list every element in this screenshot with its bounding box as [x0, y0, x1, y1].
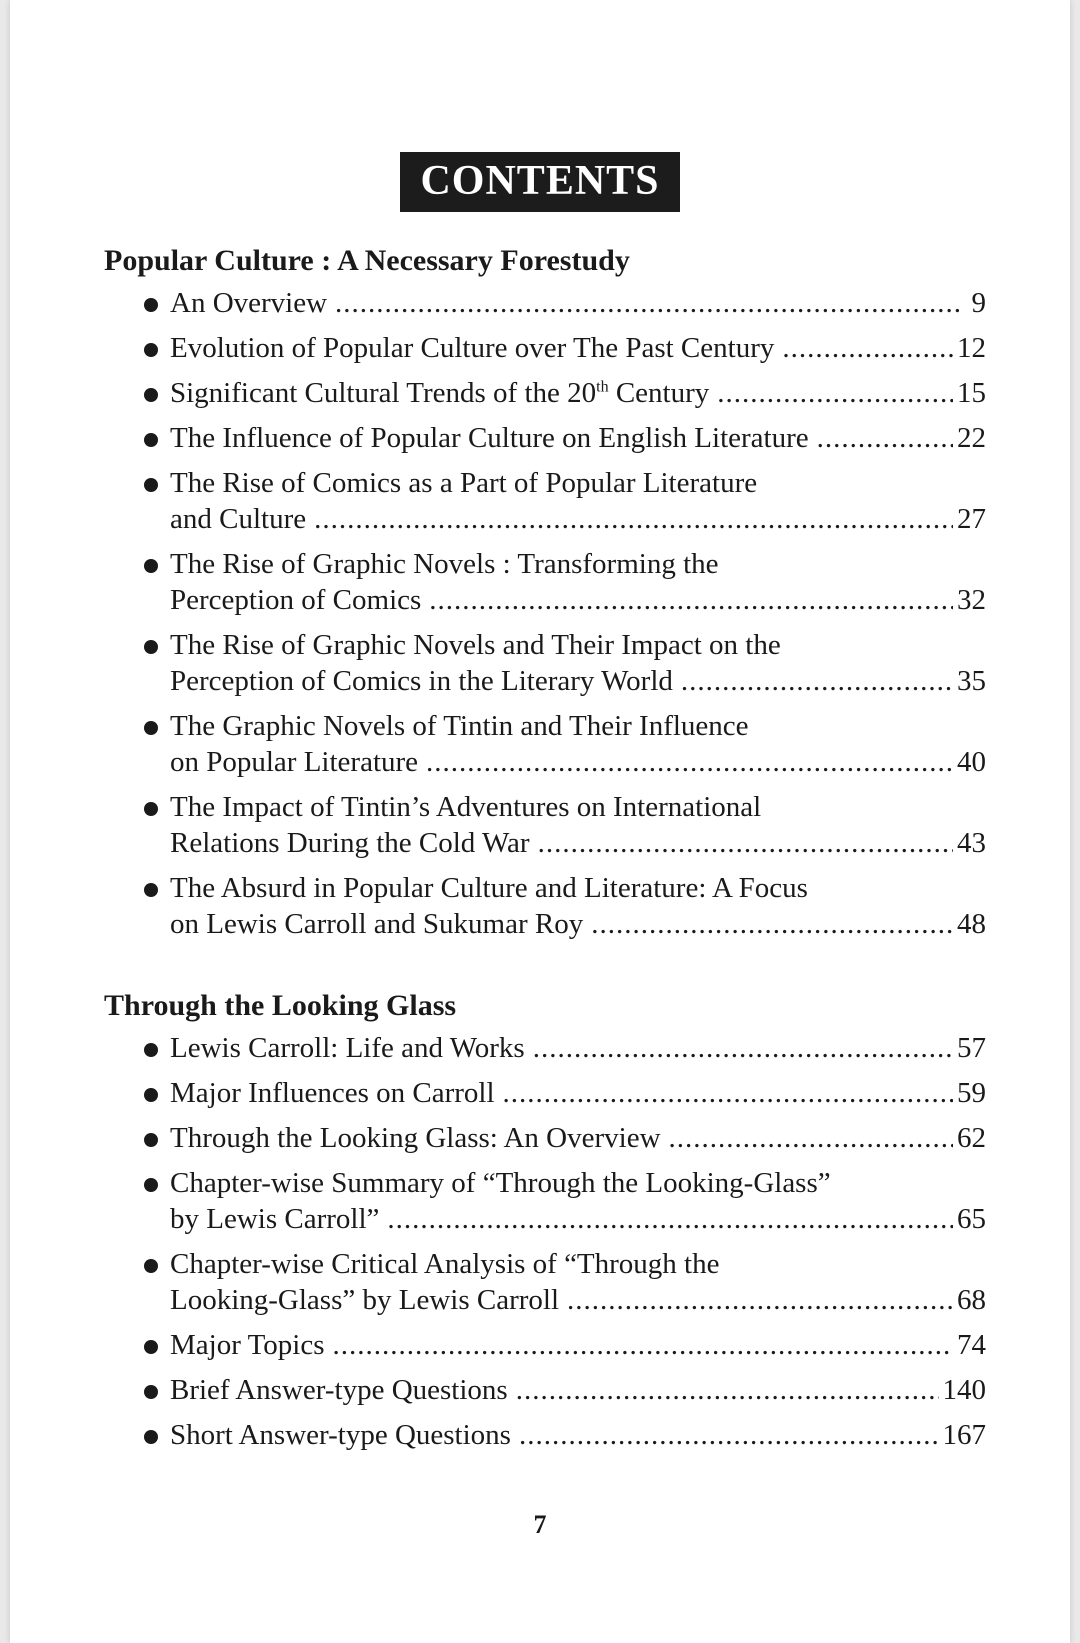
bullet-icon — [144, 883, 158, 897]
toc-entry-line — [170, 546, 986, 582]
bullet-icon — [144, 1340, 158, 1354]
toc-page-number: 15 — [957, 377, 986, 409]
toc-entry — [104, 1120, 986, 1156]
toc-entry — [104, 870, 986, 942]
toc-page-number: 48 — [957, 908, 986, 940]
toc-entry — [104, 420, 986, 456]
toc-entry-title: The Influence of Popular Culture on English Literature — [170, 422, 809, 454]
toc-page-number: 27 — [957, 503, 986, 535]
bullet-icon — [144, 388, 158, 402]
toc-entry-line — [170, 330, 986, 366]
toc-entry-title: Significant Cultural Trends of the 20th Century — [170, 377, 710, 409]
bullet-icon — [144, 478, 158, 492]
toc-page-number: 167 — [942, 1419, 986, 1451]
toc-entry-line — [170, 501, 986, 537]
page-number: 7 — [533, 1510, 547, 1539]
toc-page-number: 68 — [957, 1284, 986, 1316]
toc-entry-line — [170, 582, 986, 618]
toc-entry-line — [170, 627, 986, 663]
bullet-icon — [144, 559, 158, 573]
toc-entry-line — [170, 825, 986, 861]
toc-entry-title: and Culture — [170, 503, 307, 535]
toc-page-number: 12 — [957, 332, 986, 364]
toc-entry-title: The Absurd in Popular Culture and Literature: A Focus — [170, 872, 808, 904]
toc-page-number: 22 — [957, 422, 986, 454]
toc-entry-title: Evolution of Popular Culture over The Past Century — [170, 332, 775, 364]
dot-leader — [782, 330, 953, 366]
section-heading: Popular Culture : A Necessary Forestudy — [104, 244, 630, 277]
toc-entry — [104, 1165, 986, 1237]
bullet-icon — [144, 802, 158, 816]
toc-entry-title: The Rise of Graphic Novels and Their Impact on the — [170, 629, 781, 661]
toc-page-number: 59 — [957, 1077, 986, 1109]
toc-entry-line — [170, 420, 986, 456]
toc-entry-title: The Rise of Graphic Novels : Transforming the — [170, 548, 719, 580]
toc-entry — [104, 285, 986, 321]
dot-leader — [538, 825, 953, 861]
toc-entry-line — [170, 708, 986, 744]
toc-entry-line — [170, 1030, 986, 1066]
toc-entry-line — [170, 1201, 986, 1237]
toc-entry-title: Brief Answer-type Questions — [170, 1374, 508, 1406]
toc-entry-line — [170, 1165, 986, 1201]
toc-entry-title: Perception of Comics in the Literary World — [170, 665, 673, 697]
toc-entry — [104, 1417, 986, 1453]
toc-item-list — [104, 285, 986, 942]
toc-entry-title: by Lewis Carroll” — [170, 1203, 380, 1235]
toc-entry-line — [170, 465, 986, 501]
toc-entry — [104, 1075, 986, 1111]
toc-entry-title: on Lewis Carroll and Sukumar Roy — [170, 908, 584, 940]
toc-entry-title: Short Answer-type Questions — [170, 1419, 511, 1451]
dot-leader — [503, 1075, 953, 1111]
toc-entry — [104, 465, 986, 537]
toc-entry-title: An Overview — [170, 287, 328, 319]
toc-page-number: 35 — [957, 665, 986, 697]
toc-entry-title: Relations During the Cold War — [170, 827, 530, 859]
bullet-icon — [144, 1178, 158, 1192]
toc-entry-title: Lewis Carroll: Life and Works — [170, 1032, 525, 1064]
dot-leader — [426, 744, 953, 780]
toc-section-looking-glass — [104, 988, 986, 1462]
toc-entry — [104, 1246, 986, 1318]
toc-entry-line — [170, 285, 986, 321]
toc-page-number: 9 — [971, 287, 986, 319]
dot-leader — [669, 1120, 953, 1156]
toc-entry-line — [170, 1120, 986, 1156]
toc-entry-title: Perception of Comics — [170, 584, 422, 616]
bullet-icon — [144, 433, 158, 447]
toc-page-number: 65 — [957, 1203, 986, 1235]
dot-leader — [516, 1372, 939, 1408]
bullet-icon — [144, 1133, 158, 1147]
dot-leader — [429, 582, 953, 618]
toc-entry-line — [170, 1246, 986, 1282]
title-container — [10, 152, 1070, 212]
toc-page-number: 140 — [942, 1374, 986, 1406]
toc-entry-line — [170, 1372, 986, 1408]
toc-page-number: 40 — [957, 746, 986, 778]
toc-entry-line — [170, 906, 986, 942]
toc-entry — [104, 708, 986, 780]
bullet-icon — [144, 721, 158, 735]
toc-entry-line — [170, 870, 986, 906]
toc-entry — [104, 1030, 986, 1066]
toc-entry — [104, 546, 986, 618]
bullet-icon — [144, 1043, 158, 1057]
dot-leader — [567, 1282, 953, 1318]
dot-leader — [335, 285, 962, 321]
bullet-icon — [144, 343, 158, 357]
toc-entry-title: Major Influences on Carroll — [170, 1077, 495, 1109]
toc-entry-line — [170, 1327, 986, 1363]
bullet-icon — [144, 1430, 158, 1444]
toc-entry-title: on Popular Literature — [170, 746, 419, 778]
bullet-icon — [144, 640, 158, 654]
toc-entry — [104, 375, 986, 411]
toc-item-list — [104, 1030, 986, 1453]
toc-entry-title: Chapter-wise Summary of “Through the Looking-Glass” — [170, 1167, 831, 1199]
dot-leader — [519, 1417, 939, 1453]
dot-leader — [387, 1201, 953, 1237]
bullet-icon — [144, 298, 158, 312]
toc-entry-line — [170, 744, 986, 780]
toc-entry — [104, 330, 986, 366]
toc-entry-title: The Rise of Comics as a Part of Popular Literature — [170, 467, 758, 499]
toc-entry-line — [170, 789, 986, 825]
book-page — [10, 0, 1070, 1643]
toc-entry — [104, 1327, 986, 1363]
toc-section-popular-culture — [104, 243, 986, 951]
toc-page-number: 74 — [957, 1329, 986, 1361]
dot-leader — [591, 906, 953, 942]
toc-entry-title: The Graphic Novels of Tintin and Their Influence — [170, 710, 749, 742]
toc-entry-line — [170, 1075, 986, 1111]
dot-leader — [533, 1030, 953, 1066]
toc-entry — [104, 789, 986, 861]
section-heading: Through the Looking Glass — [104, 989, 457, 1022]
toc-entry-title: Major Topics — [170, 1329, 325, 1361]
dot-leader — [817, 420, 953, 456]
toc-entry — [104, 1372, 986, 1408]
dot-leader — [681, 663, 953, 699]
toc-page-number: 62 — [957, 1122, 986, 1154]
toc-entry-title: Chapter-wise Critical Analysis of “Through the — [170, 1248, 720, 1280]
bullet-icon — [144, 1088, 158, 1102]
dot-leader — [333, 1327, 953, 1363]
toc-entry-line — [170, 1417, 986, 1453]
toc-page-number: 57 — [957, 1032, 986, 1064]
toc-page-number: 43 — [957, 827, 986, 859]
toc-entry-line — [170, 375, 986, 411]
toc-page-number: 32 — [957, 584, 986, 616]
dot-leader — [314, 501, 953, 537]
toc-entry-title: Looking-Glass” by Lewis Carroll — [170, 1284, 560, 1316]
toc-entry-title: The Impact of Tintin’s Adventures on International — [170, 791, 762, 823]
toc-entry-line — [170, 1282, 986, 1318]
contents-title: CONTENTS — [400, 152, 679, 212]
bullet-icon — [144, 1385, 158, 1399]
dot-leader — [717, 375, 953, 411]
toc-entry-title: Through the Looking Glass: An Overview — [170, 1122, 661, 1154]
bullet-icon — [144, 1259, 158, 1273]
toc-entry-line — [170, 663, 986, 699]
toc-entry — [104, 627, 986, 699]
